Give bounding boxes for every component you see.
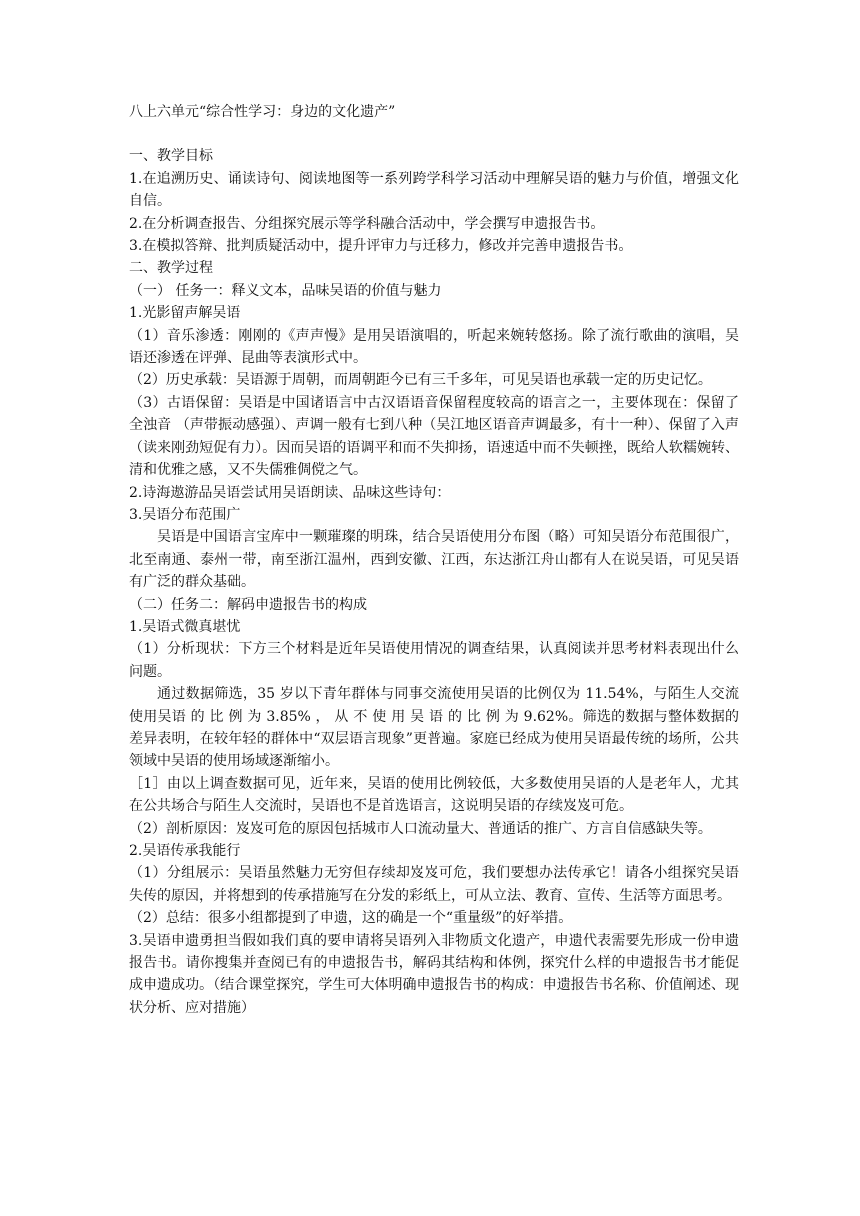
objective-item-1: 1.在追溯历史、诵读诗句、阅读地图等一系列跨学科学习活动中理解吴语的魅力与价值，增强文化自信。 (129, 170, 739, 210)
paragraph-group-show: （1）分组展示：吴语虽然魅力无穷但存续却岌岌可危，我们要想办法传承它！请各小组探究吴语失传的原因，并将想到的传承措施写在分发的彩纸上，可从立法、教育、宣传、生活等方面思考。 (129, 865, 739, 904)
subheading-2: 2.诗海遨游品吴语尝试用吴语朗读、品味这些诗句： (129, 484, 451, 501)
objective-item-2: 2.在分析调查报告、分组探究展示等学科融合活动中，学会撰写申遗报告书。 (129, 215, 605, 232)
section-heading-process: 二、教学过程 (129, 260, 213, 277)
subheading-inherit: 2.吴语传承我能行 (129, 843, 241, 859)
paragraph-summary: （2）总结：很多小组都提到了申遗，这的确是一个“重量级”的好举措。 (129, 910, 573, 927)
paragraph-heritage-application: 3.吴语申遗勇担当假如我们真的要申请将吴语列入非物质文化遗产，申遗代表需要先形成一份申遗报告书。请你搜集并查阅已有的申遗报告书，解码其结构和体例，探究什么样的申遗报告书才能促成申遗成功。（结合课堂探究，学生可大体明确申遗报告书的构成：申遗报告书名称、价值阐述、现状分析、应对措施） (129, 932, 739, 1016)
paragraph-analysis: （1）分析现状：下方三个材料是近年吴语使用情况的调查结果，认真阅读并思考材料表现出什么问题。 (129, 641, 739, 680)
paragraph-distribution: 吴语是中国语言宝库中一颗璀璨的明珠，结合吴语使用分布图（略）可知吴语分布范围很广，北至南通、泰州一带，南至浙江温州，西到安徽、江西，东达浙江舟山都有人在说吴语，可见吴语有广泛的群众基础。 (129, 529, 739, 591)
subheading-decline: 1.吴语式微真堪忧 (129, 618, 241, 635)
paragraph-survey-data: 通过数据筛选，35 岁以下青年群体与同事交流使用吴语的比例仅为 11.54%，与陌生人交流使用吴语 的 比 例 为 3.85% ， 从 不 使 用 吴 语 的 比 例 为 9.62%。筛选的数据与整体数据的差异表明，在较年轻的群体中“双层语言现象”更普遍。家庭已经成为使用吴语最传统的场所，公共领域中吴语的使用场域逐渐缩小。 (129, 686, 739, 770)
paragraph-music: （1）音乐渗透：刚刚的《声声慢》是用吴语演唱的，听起来婉转悠扬。除了流行歌曲的演唱，吴语还渗透在评弹、昆曲等表演形式中。 (129, 327, 739, 367)
section-heading-objectives: 一、教学目标 (129, 148, 213, 165)
document-body (129, 101, 739, 1019)
paragraph-history: （2）历史承载：吴语源于周朝，而周朝距今已有三千多年，可见吴语也承载一定的历史记忆。 (129, 372, 712, 389)
subheading-1: 1.光影留声解吴语 (129, 305, 241, 322)
paragraph-conclusion: ［1］由以上调查数据可见，近年来，吴语的使用比例较低，大多数使用吴语的人是老年人，尤其在公共场合与陌生人交流时，吴语也不是首选语言，这说明吴语的存续岌岌可危。 (129, 775, 739, 815)
subheading-3: 3.吴语分布范围广 (129, 506, 241, 523)
task-2-heading: （二）任务二：解码申遗报告书的构成 (129, 596, 367, 613)
objective-item-3: 3.在模拟答辩、批判质疑活动中，提升评审力与迁移力，修改并完善申遗报告书。 (129, 238, 633, 255)
paragraph-causes: （2）剖析原因：岌岌可危的原因包括城市人口流动量大、普通话的推广、方言自信感缺失等。 (129, 820, 712, 837)
blank-line (129, 123, 739, 145)
paragraph-ancient-sounds: （3）古语保留：吴语是中国诸语言中古汉语语音保留程度较高的语言之一，主要体现在：保留了全浊音 （声带振动感强）、声调一般有七到八种（吴江地区语音声调最多，有十一种）、保留了入声（读来刚劲短促有力）。因而吴语的语调平和而不失抑扬，语速适中而不失顿挫，既给人软糯婉转、清和优雅之感，又不失儒雅倜傥之气。 (129, 394, 739, 479)
document-title: 八上六单元“综合性学习：身边的文化遗产” (129, 104, 396, 120)
task-1-heading: （一） 任务一：释义文本，品味吴语的价值与魅力 (129, 282, 442, 299)
